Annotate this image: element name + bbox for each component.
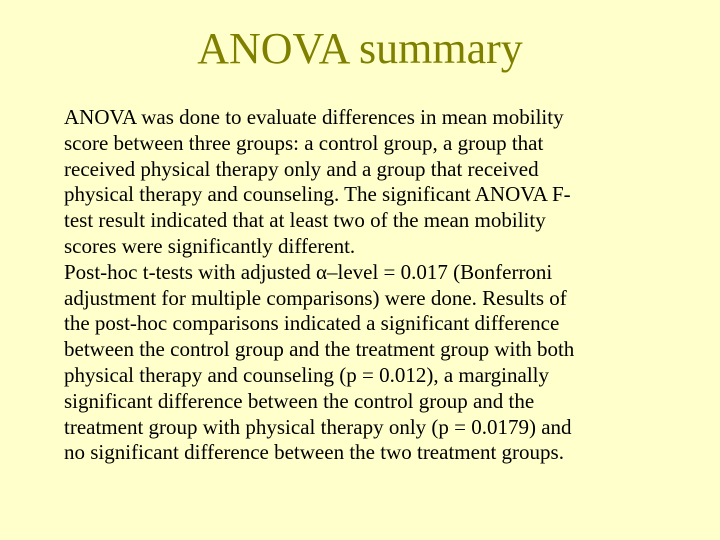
line: significant difference between the control group and the — [64, 388, 535, 413]
slide-body — [64, 105, 664, 466]
line: Post-hoc t-tests with adjusted α–level = 0.017 (Bonferroni — [64, 259, 553, 284]
line: scores were significantly different. — [64, 233, 356, 258]
line: no significant difference between the two treatment groups. — [64, 440, 564, 465]
line: score between three groups: a control group, a group that — [64, 130, 544, 155]
line: physical therapy and counseling. The significant ANOVA F- — [64, 182, 571, 207]
line: treatment group with physical therapy only (p = 0.0179) and — [64, 414, 572, 439]
line: physical therapy and counseling (p = 0.012), a marginally — [64, 362, 549, 387]
line: the post-hoc comparisons indicated a significant difference — [64, 311, 560, 336]
line: ANOVA was done to evaluate differences in mean mobility — [64, 105, 564, 129]
line: test result indicated that at least two of the mean mobility — [64, 208, 546, 233]
paragraph-posthoc — [64, 260, 664, 466]
line: received physical therapy only and a group that received — [64, 156, 539, 181]
line: between the control group and the treatment group with both — [64, 337, 575, 362]
line: adjustment for multiple comparisons) were done. Results of — [64, 285, 567, 310]
slide-title: ANOVA summary — [197, 24, 523, 73]
paragraph-anova — [64, 105, 664, 260]
